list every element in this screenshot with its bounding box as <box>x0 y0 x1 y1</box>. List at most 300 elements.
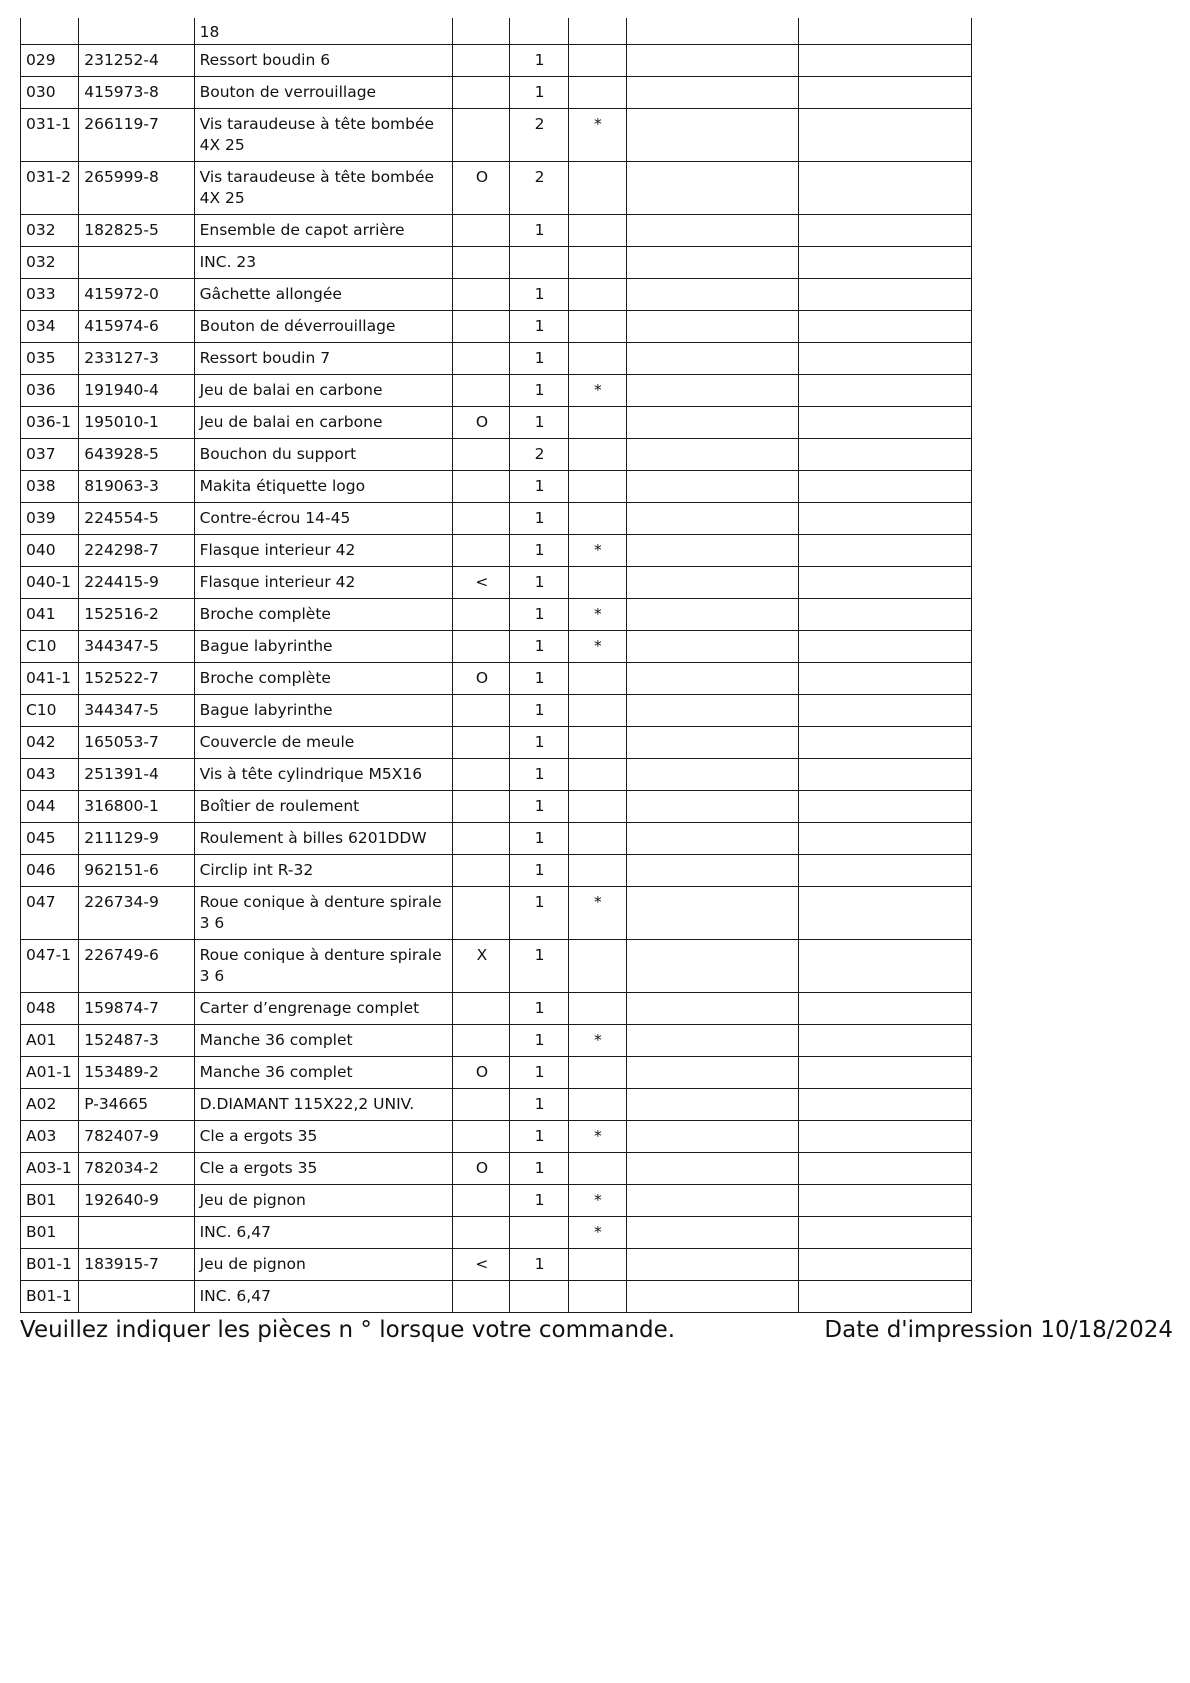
quantity-cell: 1 <box>510 279 568 311</box>
quantity-cell: 1 <box>510 727 568 759</box>
note-cell <box>626 567 799 599</box>
interchange-cell: < <box>453 1249 510 1281</box>
table-row <box>21 45 972 77</box>
description-cell: Flasque interieur 42 <box>194 567 453 599</box>
part-number-cell: 316800-1 <box>79 791 194 823</box>
mark-cell: * <box>568 599 626 631</box>
note-cell <box>626 535 799 567</box>
interchange-cell <box>453 1025 510 1057</box>
description-cell: Broche complète <box>194 663 453 695</box>
interchange-cell <box>453 631 510 663</box>
note-cell <box>799 631 972 663</box>
interchange-cell <box>453 503 510 535</box>
ref-number-cell: 029 <box>21 45 79 77</box>
description-cell: Cle a ergots 35 <box>194 1121 453 1153</box>
part-number-cell: 211129-9 <box>79 823 194 855</box>
table-row <box>21 599 972 631</box>
mark-cell <box>568 663 626 695</box>
mark-cell: * <box>568 535 626 567</box>
ref-number-cell: 046 <box>21 855 79 887</box>
interchange-cell <box>453 727 510 759</box>
part-number-cell: 782407-9 <box>79 1121 194 1153</box>
quantity-cell: 1 <box>510 1153 568 1185</box>
quantity-cell: 1 <box>510 343 568 375</box>
note-cell <box>626 1217 799 1249</box>
note-cell <box>799 162 972 215</box>
note-cell <box>799 1185 972 1217</box>
ref-number-cell: A02 <box>21 1089 79 1121</box>
note-cell <box>626 993 799 1025</box>
note-cell <box>799 215 972 247</box>
note-cell <box>799 759 972 791</box>
quantity-cell: 1 <box>510 631 568 663</box>
interchange-cell <box>453 1089 510 1121</box>
description-cell: Bague labyrinthe <box>194 695 453 727</box>
quantity-cell: 1 <box>510 567 568 599</box>
interchange-cell <box>453 993 510 1025</box>
mark-cell <box>568 727 626 759</box>
note-cell <box>626 823 799 855</box>
part-number-cell <box>79 18 194 45</box>
ref-number-cell: 037 <box>21 439 79 471</box>
note-cell <box>626 215 799 247</box>
mark-cell <box>568 940 626 993</box>
quantity-cell: 1 <box>510 1057 568 1089</box>
table-row <box>21 631 972 663</box>
quantity-cell: 1 <box>510 471 568 503</box>
note-cell <box>799 279 972 311</box>
mark-cell: * <box>568 375 626 407</box>
description-cell: D.DIAMANT 115X22,2 UNIV. <box>194 1089 453 1121</box>
table-row <box>21 109 972 162</box>
quantity-cell: 1 <box>510 993 568 1025</box>
table-row <box>21 855 972 887</box>
interchange-cell <box>453 599 510 631</box>
description-cell: Carter d’engrenage complet <box>194 993 453 1025</box>
quantity-cell: 2 <box>510 439 568 471</box>
part-number-cell: 962151-6 <box>79 855 194 887</box>
table-row <box>21 1185 972 1217</box>
note-cell <box>799 1089 972 1121</box>
ref-number-cell: 044 <box>21 791 79 823</box>
mark-cell <box>568 695 626 727</box>
note-cell <box>799 993 972 1025</box>
table-row <box>21 279 972 311</box>
interchange-cell <box>453 1217 510 1249</box>
description-cell: Vis taraudeuse à tête bombée 4X 25 <box>194 162 453 215</box>
interchange-cell: < <box>453 567 510 599</box>
part-number-cell: 233127-3 <box>79 343 194 375</box>
note-cell <box>626 503 799 535</box>
footer-print-date: Date d'impression 10/18/2024 <box>824 1317 1173 1343</box>
ref-number-cell <box>21 18 79 45</box>
mark-cell <box>568 407 626 439</box>
ref-number-cell: 035 <box>21 343 79 375</box>
description-cell: Jeu de balai en carbone <box>194 375 453 407</box>
table-row <box>21 663 972 695</box>
note-cell <box>799 887 972 940</box>
mark-cell <box>568 247 626 279</box>
note-cell <box>626 663 799 695</box>
ref-number-cell: 041-1 <box>21 663 79 695</box>
table-row <box>21 791 972 823</box>
ref-number-cell: 038 <box>21 471 79 503</box>
note-cell <box>799 727 972 759</box>
table-row <box>21 215 972 247</box>
description-cell: Gâchette allongée <box>194 279 453 311</box>
part-number-cell: 226734-9 <box>79 887 194 940</box>
description-cell: Vis à tête cylindrique M5X16 <box>194 759 453 791</box>
ref-number-cell: B01-1 <box>21 1281 79 1313</box>
mark-cell <box>568 1089 626 1121</box>
note-cell <box>626 727 799 759</box>
ref-number-cell: 030 <box>21 77 79 109</box>
part-number-cell: 344347-5 <box>79 695 194 727</box>
quantity-cell: 1 <box>510 311 568 343</box>
mark-cell: * <box>568 887 626 940</box>
note-cell <box>626 887 799 940</box>
description-cell: Makita étiquette logo <box>194 471 453 503</box>
description-cell: Bouton de déverrouillage <box>194 311 453 343</box>
note-cell <box>626 407 799 439</box>
note-cell <box>626 109 799 162</box>
mark-cell <box>568 759 626 791</box>
part-number-cell: 344347-5 <box>79 631 194 663</box>
mark-cell: * <box>568 1025 626 1057</box>
part-number-cell: 251391-4 <box>79 759 194 791</box>
ref-number-cell: B01-1 <box>21 1249 79 1281</box>
table-row <box>21 439 972 471</box>
note-cell <box>799 77 972 109</box>
interchange-cell <box>453 1185 510 1217</box>
mark-cell <box>568 215 626 247</box>
note-cell <box>799 247 972 279</box>
interchange-cell <box>453 215 510 247</box>
table-row <box>21 1217 972 1249</box>
table-row <box>21 375 972 407</box>
part-number-cell: 153489-2 <box>79 1057 194 1089</box>
description-cell: Couvercle de meule <box>194 727 453 759</box>
ref-number-cell: 047-1 <box>21 940 79 993</box>
ref-number-cell: A01-1 <box>21 1057 79 1089</box>
quantity-cell: 1 <box>510 1121 568 1153</box>
interchange-cell <box>453 18 510 45</box>
note-cell <box>799 695 972 727</box>
table-row <box>21 471 972 503</box>
quantity-cell: 1 <box>510 759 568 791</box>
table-row <box>21 1153 972 1185</box>
part-number-cell: 152522-7 <box>79 663 194 695</box>
description-cell: Jeu de pignon <box>194 1185 453 1217</box>
note-cell <box>626 343 799 375</box>
note-cell <box>626 759 799 791</box>
part-number-cell: 224415-9 <box>79 567 194 599</box>
note-cell <box>626 162 799 215</box>
note-cell <box>799 407 972 439</box>
quantity-cell: 1 <box>510 77 568 109</box>
table-row <box>21 535 972 567</box>
mark-cell <box>568 162 626 215</box>
quantity-cell: 1 <box>510 663 568 695</box>
ref-number-cell: 041 <box>21 599 79 631</box>
note-cell <box>799 439 972 471</box>
part-number-cell: 195010-1 <box>79 407 194 439</box>
part-number-cell: 415974-6 <box>79 311 194 343</box>
part-number-cell: 415972-0 <box>79 279 194 311</box>
part-number-cell: 159874-7 <box>79 993 194 1025</box>
description-cell: INC. 6,47 <box>194 1281 453 1313</box>
ref-number-cell: A03 <box>21 1121 79 1153</box>
note-cell <box>799 109 972 162</box>
interchange-cell <box>453 109 510 162</box>
mark-cell <box>568 343 626 375</box>
note-cell <box>799 663 972 695</box>
ref-number-cell: C10 <box>21 631 79 663</box>
quantity-cell: 1 <box>510 940 568 993</box>
ref-number-cell: 042 <box>21 727 79 759</box>
part-number-cell: 224298-7 <box>79 535 194 567</box>
note-cell <box>626 1249 799 1281</box>
mark-cell: * <box>568 1121 626 1153</box>
table-row <box>21 503 972 535</box>
mark-cell <box>568 439 626 471</box>
interchange-cell <box>453 375 510 407</box>
ref-number-cell: 032 <box>21 247 79 279</box>
description-cell: Vis taraudeuse à tête bombée 4X 25 <box>194 109 453 162</box>
ref-number-cell: 031-1 <box>21 109 79 162</box>
note-cell <box>799 503 972 535</box>
description-cell: Roue conique à denture spirale 3 6 <box>194 940 453 993</box>
interchange-cell <box>453 77 510 109</box>
mark-cell: * <box>568 109 626 162</box>
note-cell <box>626 1185 799 1217</box>
ref-number-cell: 048 <box>21 993 79 1025</box>
note-cell <box>799 343 972 375</box>
part-number-cell: 643928-5 <box>79 439 194 471</box>
description-cell: INC. 23 <box>194 247 453 279</box>
quantity-cell: 2 <box>510 162 568 215</box>
interchange-cell <box>453 855 510 887</box>
note-cell <box>626 791 799 823</box>
note-cell <box>626 18 799 45</box>
mark-cell <box>568 1249 626 1281</box>
note-cell <box>799 1217 972 1249</box>
table-row <box>21 343 972 375</box>
table-row <box>21 77 972 109</box>
interchange-cell <box>453 311 510 343</box>
interchange-cell <box>453 759 510 791</box>
part-number-cell: 224554-5 <box>79 503 194 535</box>
description-cell: Boîtier de roulement <box>194 791 453 823</box>
mark-cell <box>568 45 626 77</box>
part-number-cell <box>79 1281 194 1313</box>
part-number-cell: P-34665 <box>79 1089 194 1121</box>
quantity-cell: 1 <box>510 1185 568 1217</box>
note-cell <box>626 695 799 727</box>
note-cell <box>799 791 972 823</box>
table-row <box>21 247 972 279</box>
part-number-cell: 165053-7 <box>79 727 194 759</box>
interchange-cell: X <box>453 940 510 993</box>
table-row <box>21 940 972 993</box>
table-row <box>21 993 972 1025</box>
table-row <box>21 727 972 759</box>
ref-number-cell: 036 <box>21 375 79 407</box>
mark-cell <box>568 77 626 109</box>
ref-number-cell: 036-1 <box>21 407 79 439</box>
mark-cell: * <box>568 1185 626 1217</box>
note-cell <box>799 471 972 503</box>
quantity-cell: 1 <box>510 375 568 407</box>
table-row <box>21 407 972 439</box>
ref-number-cell: 031-2 <box>21 162 79 215</box>
table-row <box>21 759 972 791</box>
interchange-cell <box>453 791 510 823</box>
description-cell: Broche complète <box>194 599 453 631</box>
description-cell: Ensemble de capot arrière <box>194 215 453 247</box>
note-cell <box>799 311 972 343</box>
note-cell <box>626 439 799 471</box>
quantity-cell <box>510 1217 568 1249</box>
quantity-cell <box>510 18 568 45</box>
table-row <box>21 823 972 855</box>
table-row <box>21 1057 972 1089</box>
description-cell: Bouchon du support <box>194 439 453 471</box>
description-cell: INC. 6,47 <box>194 1217 453 1249</box>
table-row <box>21 1281 972 1313</box>
note-cell <box>799 823 972 855</box>
quantity-cell: 1 <box>510 1025 568 1057</box>
description-cell: Bouton de verrouillage <box>194 77 453 109</box>
mark-cell: * <box>568 631 626 663</box>
note-cell <box>626 247 799 279</box>
part-number-cell: 415973-8 <box>79 77 194 109</box>
description-cell: Manche 36 complet <box>194 1057 453 1089</box>
interchange-cell: O <box>453 1153 510 1185</box>
interchange-cell <box>453 439 510 471</box>
interchange-cell: O <box>453 162 510 215</box>
ref-number-cell: 043 <box>21 759 79 791</box>
interchange-cell <box>453 823 510 855</box>
note-cell <box>799 535 972 567</box>
quantity-cell <box>510 1281 568 1313</box>
note-cell <box>799 1057 972 1089</box>
note-cell <box>799 1121 972 1153</box>
description-cell: Jeu de pignon <box>194 1249 453 1281</box>
note-cell <box>799 940 972 993</box>
table-row <box>21 1249 972 1281</box>
note-cell <box>626 855 799 887</box>
note-cell <box>626 1153 799 1185</box>
quantity-cell: 1 <box>510 823 568 855</box>
part-number-cell: 266119-7 <box>79 109 194 162</box>
quantity-cell: 1 <box>510 695 568 727</box>
table-row <box>21 695 972 727</box>
interchange-cell <box>453 247 510 279</box>
mark-cell <box>568 471 626 503</box>
quantity-cell: 1 <box>510 407 568 439</box>
quantity-cell <box>510 247 568 279</box>
part-number-cell: 182825-5 <box>79 215 194 247</box>
note-cell <box>626 471 799 503</box>
part-number-cell: 265999-8 <box>79 162 194 215</box>
mark-cell <box>568 823 626 855</box>
interchange-cell <box>453 1281 510 1313</box>
note-cell <box>626 1025 799 1057</box>
mark-cell <box>568 855 626 887</box>
table-row <box>21 567 972 599</box>
quantity-cell: 1 <box>510 791 568 823</box>
ref-number-cell: 040-1 <box>21 567 79 599</box>
note-cell <box>626 77 799 109</box>
note-cell <box>626 311 799 343</box>
quantity-cell: 2 <box>510 109 568 162</box>
note-cell <box>626 1121 799 1153</box>
mark-cell <box>568 1057 626 1089</box>
description-cell: Flasque interieur 42 <box>194 535 453 567</box>
note-cell <box>626 631 799 663</box>
part-number-cell: 152516-2 <box>79 599 194 631</box>
quantity-cell: 1 <box>510 1089 568 1121</box>
note-cell <box>626 599 799 631</box>
ref-number-cell: A03-1 <box>21 1153 79 1185</box>
note-cell <box>799 855 972 887</box>
ref-number-cell: 040 <box>21 535 79 567</box>
table-row <box>21 1025 972 1057</box>
footer-order-note: Veuillez indiquer les pièces n ° lorsque votre commande. <box>20 1317 676 1343</box>
note-cell <box>626 1281 799 1313</box>
part-number-cell: 231252-4 <box>79 45 194 77</box>
ref-number-cell: 047 <box>21 887 79 940</box>
description-cell: Roue conique à denture spirale 3 6 <box>194 887 453 940</box>
parts-table-body <box>21 18 972 1313</box>
table-row <box>21 1121 972 1153</box>
note-cell <box>626 375 799 407</box>
quantity-cell: 1 <box>510 535 568 567</box>
mark-cell: * <box>568 1217 626 1249</box>
mark-cell <box>568 311 626 343</box>
ref-number-cell: 032 <box>21 215 79 247</box>
interchange-cell <box>453 535 510 567</box>
mark-cell <box>568 1153 626 1185</box>
note-cell <box>626 1057 799 1089</box>
ref-number-cell: C10 <box>21 695 79 727</box>
table-row <box>21 162 972 215</box>
note-cell <box>626 940 799 993</box>
note-cell <box>626 279 799 311</box>
part-number-cell: 152487-3 <box>79 1025 194 1057</box>
description-cell: Ressort boudin 7 <box>194 343 453 375</box>
note-cell <box>799 1153 972 1185</box>
description-cell: Cle a ergots 35 <box>194 1153 453 1185</box>
description-cell: Manche 36 complet <box>194 1025 453 1057</box>
table-row <box>21 311 972 343</box>
mark-cell <box>568 1281 626 1313</box>
mark-cell <box>568 18 626 45</box>
interchange-cell: O <box>453 407 510 439</box>
note-cell <box>799 567 972 599</box>
note-cell <box>799 599 972 631</box>
part-number-cell: 183915-7 <box>79 1249 194 1281</box>
mark-cell <box>568 503 626 535</box>
quantity-cell: 1 <box>510 503 568 535</box>
part-number-cell: 192640-9 <box>79 1185 194 1217</box>
interchange-cell: O <box>453 1057 510 1089</box>
interchange-cell <box>453 343 510 375</box>
note-cell <box>626 1089 799 1121</box>
description-cell: Contre-écrou 14-45 <box>194 503 453 535</box>
ref-number-cell: A01 <box>21 1025 79 1057</box>
